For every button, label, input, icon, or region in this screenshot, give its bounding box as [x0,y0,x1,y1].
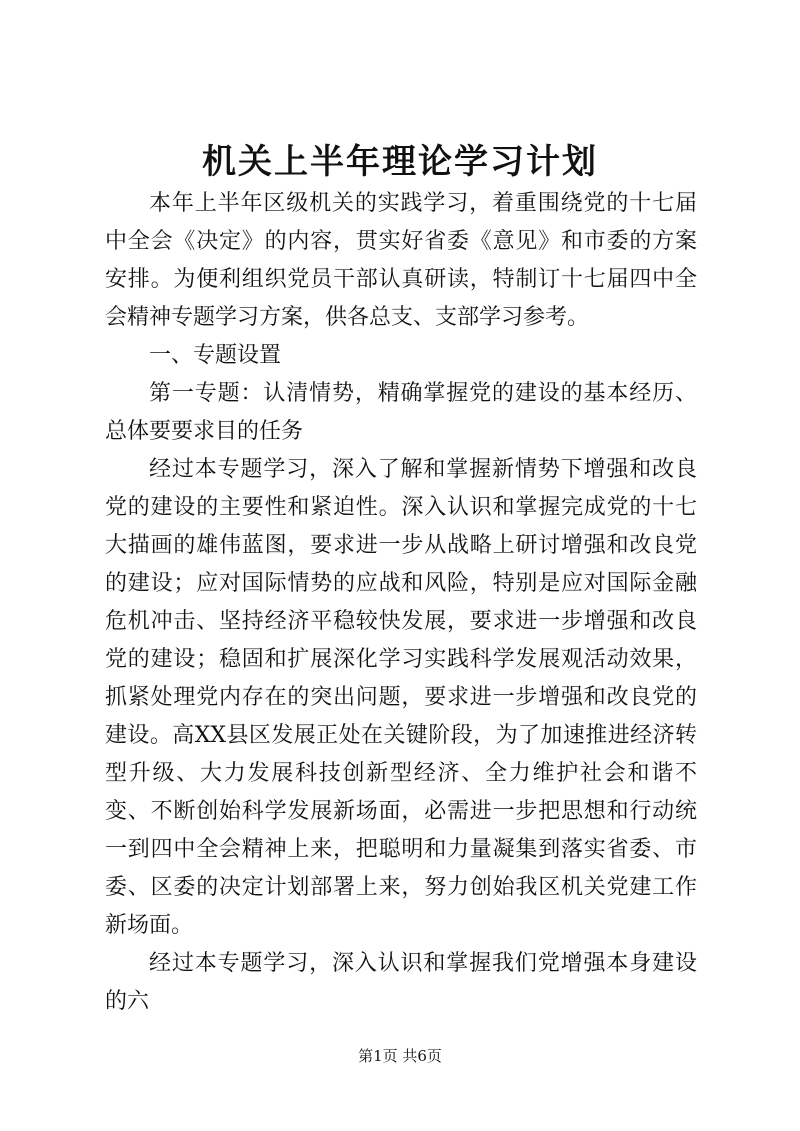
page-footer: 第1页 共6页 [358,1047,442,1065]
paragraph-body: 经过本专题学习，深入了解和掌握新情势下增强和改良党的建设的主要性和紧迫性。深入认识和掌握完成党的十七大描画的雄伟蓝图，要求进一步从战略上研讨增强和改良党的建设；应对国际情势的应战和风险，特别是应对国际金融危机冲击、坚持经济平稳较快发展，要求进一步增强和改良党的建设；稳固和扩展深化学习实践科学发展观活动效果，抓紧处理党内存在的突出问题，要求进一步增强和改良党的建设。高XX县区发展正处在关键阶段，为了加速推进经济转型升级、大力发展科技创新型经济、全力维护社会和谐不变、不断创始科学发展新场面，必需进一步把思想和行动统一到四中全会精神上来，把聪明和力量凝集到落实省委、市委、区委的决定计划部署上来，努力创始我区机关党建工作新场面。 [105,457,697,938]
document-body [105,185,697,1021]
section-heading: 一、专题设置 [149,343,282,368]
topic-heading: 第一专题：认清情势，精确掌握党的建设的基本经历、总体要要求目的任务 [105,381,697,444]
page-title: 机关上半年理论学习计划 [202,142,598,182]
paragraph-intro: 本年上半年区级机关的实践学习，着重围绕党的十七届中全会《决定》的内容，贯实好省委《意见》和市委的方案安排。为便利组织党员干部认真研读，特制订十七届四中全会精神专题学习方案，供各总支、支部学习参考。 [105,191,697,330]
paragraph-continued: 经过本专题学习，深入认识和掌握我们党增强本身建设的六 [105,951,697,1014]
